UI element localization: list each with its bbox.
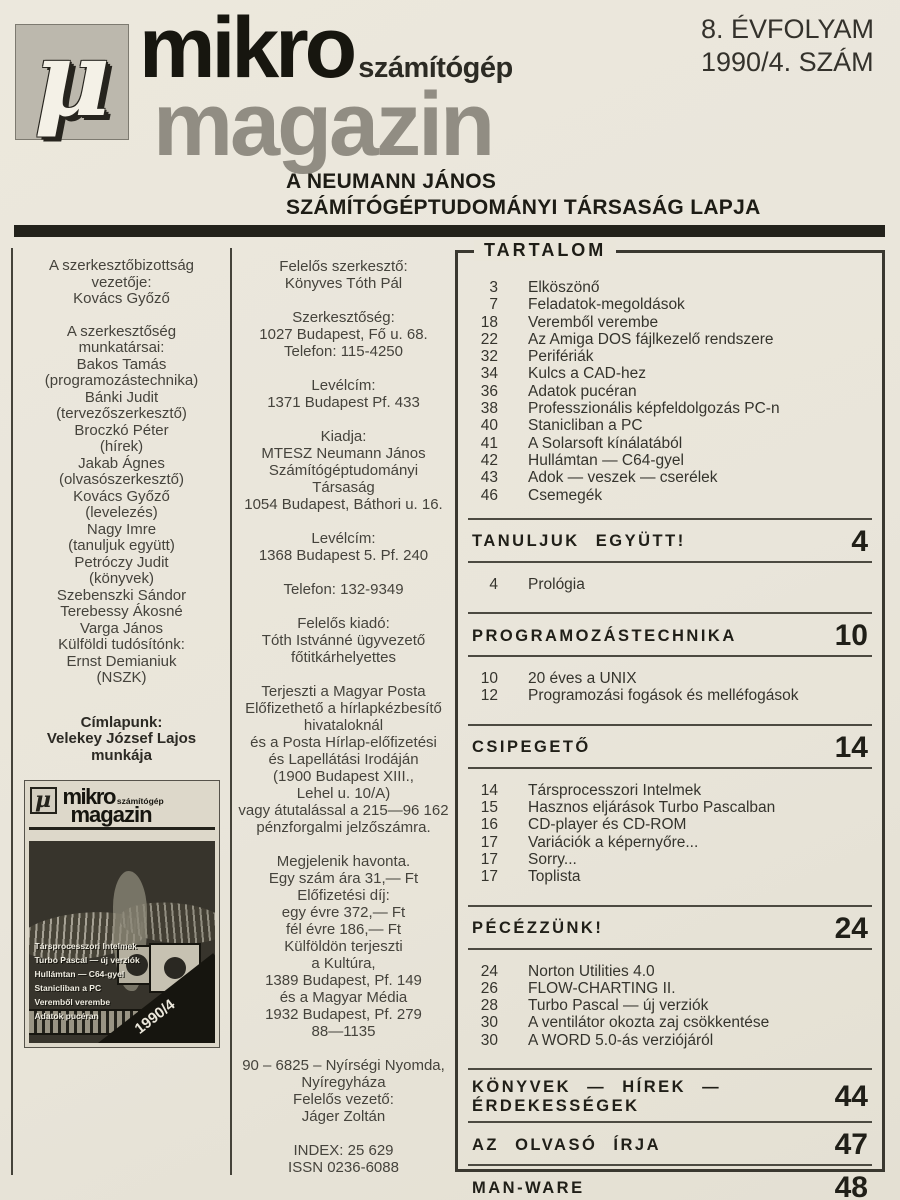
toc-item <box>458 435 882 452</box>
toc-item-page: 22 <box>480 330 498 348</box>
toc-section-header <box>458 1123 882 1164</box>
imprint-groups <box>236 258 451 1176</box>
issue-number: 1990/4. SZÁM <box>701 47 874 77</box>
toc-item <box>458 1032 882 1049</box>
toc-heading: TARTALOM <box>474 240 616 261</box>
toc-item <box>458 834 882 851</box>
toc-item-page: 28 <box>480 997 498 1015</box>
text-line: Előfizethető a hírlapkézbesítő <box>245 700 442 717</box>
toc-item <box>458 851 882 868</box>
text-line: Számítógéptudományi <box>268 462 419 479</box>
text-line: fél évre 186,— Ft <box>285 921 402 938</box>
toc-section-header <box>458 520 882 561</box>
toc-item-title: Professzionális képfeldolgozás PC-n <box>528 400 780 418</box>
text-line: (programozástechnika) <box>44 372 199 389</box>
editorial-groups <box>18 258 225 764</box>
text-line: INDEX: 25 629 <box>293 1142 394 1159</box>
cover-thumbnail <box>24 780 220 1048</box>
text-line: 1054 Budapest, Báthori u. 16. <box>244 496 443 513</box>
cover-title-magazin: magazin <box>70 802 152 827</box>
text-group <box>236 309 451 360</box>
toc-item-page: 7 <box>489 296 498 314</box>
toc-section-header <box>458 907 882 948</box>
text-line: (könyvek) <box>88 570 155 587</box>
text-line: 1368 Budapest 5. Pf. 240 <box>258 547 429 564</box>
text-line: (hírek) <box>99 438 144 455</box>
toc-section-page: 14 <box>834 730 868 764</box>
text-group <box>18 324 225 687</box>
toc-item-page: 26 <box>480 979 498 997</box>
text-line: és Lapellátási Irodáján <box>268 751 419 768</box>
toc-item-title: Hullámtan — C64-gyel <box>528 451 684 469</box>
text-line: a Kultúra, <box>311 955 376 972</box>
text-line: ISSN 0236-6088 <box>288 1159 399 1176</box>
text-line: Előfizetési díj: <box>297 887 390 904</box>
cover-title-szamitogep: számítógép <box>116 796 164 806</box>
toc-item <box>458 279 882 296</box>
text-group <box>236 530 451 564</box>
text-line: Külföldi tudósítónk: <box>58 636 185 653</box>
toc-item-page: 18 <box>480 313 498 331</box>
toc-item-page: 17 <box>480 868 498 886</box>
issue-volume: 8. ÉVFOLYAM <box>701 14 875 44</box>
cover-masthead <box>25 781 219 827</box>
toc-item-page: 24 <box>480 962 498 980</box>
toc-item <box>458 782 882 799</box>
toc-section-items <box>458 657 882 724</box>
text-line: Nagy Imre <box>86 520 157 538</box>
text-line: Kovács Győző <box>73 487 170 505</box>
text-group <box>236 428 451 513</box>
magazine-title <box>139 0 513 175</box>
text-group <box>236 615 451 666</box>
toc-item <box>458 868 882 885</box>
toc-section-items <box>458 950 882 1068</box>
cover-topic: Turbo Pascal — új verziók <box>34 955 140 965</box>
toc-item <box>458 963 882 980</box>
toc-item-page: 40 <box>480 417 498 435</box>
text-line: munkatársai: <box>78 339 165 356</box>
text-line: 90 – 6825 – Nyírségi Nyomda, <box>242 1057 445 1074</box>
text-line: 1932 Budapest, Pf. 279 <box>265 1006 422 1023</box>
text-group <box>236 1142 451 1176</box>
cover-topic: Adatok pucéran <box>34 1011 99 1021</box>
title-mikro: mikro <box>139 0 354 96</box>
toc-item-title: Adok — veszek — cserélek <box>528 469 718 487</box>
text-group <box>236 258 451 292</box>
toc-item-title: Veremből verembe <box>528 313 659 331</box>
toc-section-title: KÖNYVEK — HÍREK — ÉRDEKESSÉGEK <box>472 1078 722 1116</box>
text-line: MTESZ Neumann János <box>261 445 426 462</box>
text-line: Petróczy Judit <box>74 553 169 571</box>
toc-item-page: 42 <box>480 451 498 469</box>
cover-artwork <box>29 841 215 1043</box>
text-line: és a Posta Hírlap-előfizetési <box>250 734 437 751</box>
text-group <box>236 581 451 598</box>
text-line: pénzforgalmi jelzőszámra. <box>256 819 431 836</box>
title-szamitogep: számítógép <box>358 52 513 84</box>
toc-item-title: Sorry... <box>528 850 577 868</box>
toc-section-title: PÉCÉZZÜNK! <box>472 919 604 938</box>
toc-item <box>458 980 882 997</box>
toc-section-page: 4 <box>851 524 868 558</box>
toc-item <box>458 296 882 313</box>
toc-item <box>458 400 882 417</box>
text-line: Társaság <box>312 479 375 496</box>
text-line: és a Magyar Média <box>279 989 408 1006</box>
text-line: Szebenszki Sándor <box>56 586 187 604</box>
toc-section-page: 24 <box>834 911 868 945</box>
toc-section-page: 44 <box>834 1080 868 1114</box>
toc-item <box>458 1014 882 1031</box>
cover-topic: Társprocesszori Intelmek <box>34 941 138 951</box>
toc-section-title: AZ OLVASÓ ÍRJA <box>472 1135 661 1154</box>
text-line: (levelezés) <box>85 504 158 521</box>
toc-item-page: 30 <box>480 1014 498 1032</box>
toc-item-title: Programozási fogások és melléfogások <box>528 687 799 705</box>
toc-item-page: 34 <box>480 365 498 383</box>
toc-item <box>458 799 882 816</box>
toc-item-page: 4 <box>489 575 498 593</box>
text-line: A szerkesztőbizottság <box>48 257 195 274</box>
text-line: Bakos Tamás <box>76 355 167 373</box>
cover-topic: Hullámtan — C64-gyel <box>34 969 125 979</box>
text-group <box>236 1057 451 1125</box>
toc-item-title: Elköszönő <box>528 279 600 296</box>
text-line: Telefon: 115-4250 <box>284 343 403 360</box>
text-group <box>236 683 451 836</box>
cover-title <box>62 784 214 827</box>
text-group <box>236 377 451 411</box>
toc-section-page: 48 <box>834 1171 868 1200</box>
editorial-column <box>11 248 232 1175</box>
text-line: főtitkárhelyettes <box>290 649 397 666</box>
toc-section-items <box>458 769 882 905</box>
text-line: Terjeszti a Magyar Posta <box>261 683 426 700</box>
toc-item-title: Prológia <box>528 575 585 593</box>
toc-item <box>458 487 882 504</box>
issue-info <box>701 13 874 79</box>
toc-item-title: Perifériák <box>528 348 594 366</box>
text-line: Külföldön terjeszti <box>284 938 403 955</box>
toc-item-title: Adatok pucéran <box>528 382 637 400</box>
toc-item-page: 41 <box>480 434 498 452</box>
toc-item-title: A ventilátor okozta zaj csökkentése <box>528 1014 770 1032</box>
toc-item-title: Turbo Pascal — új verziók <box>528 997 709 1015</box>
toc-item <box>458 417 882 434</box>
toc-item-page: 32 <box>480 348 498 366</box>
text-line: Kiadja: <box>320 428 367 445</box>
toc-item-title: Hasznos eljárások Turbo Pascalban <box>528 799 776 817</box>
toc-item-title: Variációk a képernyőre... <box>528 833 699 851</box>
text-line: Lehel u. 10/A) <box>296 785 391 802</box>
toc-section-header <box>458 1070 882 1121</box>
tagline-line-2: SZÁMÍTÓGÉPTUDOMÁNYI TÁRSASÁG LAPJA <box>286 196 761 219</box>
table-of-contents <box>455 240 885 1200</box>
cover-topic: Stanicliban a PC <box>34 983 102 993</box>
society-tagline <box>286 169 761 221</box>
text-line: Könyves Tóth Pál <box>284 275 403 292</box>
text-line: 1371 Budapest Pf. 433 <box>267 394 420 411</box>
cover-rule <box>29 827 215 830</box>
text-line: Tóth Istvánné ügyvezető <box>261 632 426 649</box>
text-group <box>236 853 451 1040</box>
cover-topic: Veremből verembe <box>34 997 111 1007</box>
text-line: Ernst Demianiuk <box>66 652 177 670</box>
toc-item-title: Társprocesszori Intelmek <box>528 781 702 799</box>
masthead-rule <box>14 225 885 237</box>
text-line: Szerkesztőség: <box>292 309 395 326</box>
text-line: Kovács Győző <box>73 290 170 307</box>
toc-item <box>458 576 882 593</box>
text-line: Broczkó Péter <box>74 421 169 439</box>
publisher-column <box>232 248 455 1175</box>
toc-item-page: 36 <box>480 382 498 400</box>
text-line: Nyíregyháza <box>301 1074 386 1091</box>
text-line: (tervezőszerkesztő) <box>56 405 187 422</box>
mu-logo <box>15 17 129 140</box>
toc-section-title: TANULJUK EGYÜTT! <box>472 532 686 551</box>
tagline-line-1: A NEUMANN JÁNOS <box>286 170 497 193</box>
toc-sections <box>458 518 882 1200</box>
cover-mu-logo: μ <box>30 787 57 814</box>
text-line: 1389 Budapest, Pf. 149 <box>265 972 422 989</box>
toc-item-page: 3 <box>489 279 498 296</box>
text-line: Velekey József Lajos <box>46 730 197 747</box>
text-line: hivataloknál <box>303 717 384 734</box>
toc-item-title: Az Amiga DOS fájlkezelő rendszere <box>528 330 774 348</box>
toc-item-title: FLOW-CHARTING II. <box>528 979 676 997</box>
text-line: Levélcím: <box>311 530 376 547</box>
text-line: Címlapunk: <box>80 713 163 731</box>
toc-item <box>458 331 882 348</box>
toc-item-title: Kulcs a CAD-hez <box>528 365 647 383</box>
toc-item-page: 15 <box>480 799 498 817</box>
toc-item-page: 17 <box>480 833 498 851</box>
toc-section-header <box>458 726 882 767</box>
toc-section-header <box>458 614 882 655</box>
text-line: Bánki Judit <box>84 388 159 406</box>
toc-item-page: 43 <box>480 469 498 487</box>
toc-item <box>458 383 882 400</box>
toc-item-title: 20 éves a UNIX <box>528 670 637 688</box>
toc-item-title: Norton Utilities 4.0 <box>528 962 655 980</box>
toc-section-page: 10 <box>834 619 868 653</box>
toc-section-title: MAN-WARE <box>472 1178 585 1197</box>
text-line: Terebessy Ákosné <box>60 603 183 620</box>
toc-item-title: CD-player és CD-ROM <box>528 816 687 834</box>
toc-item <box>458 687 882 704</box>
text-line: munkája <box>91 746 152 764</box>
toc-item-page: 14 <box>480 781 498 799</box>
toc-section-title: PROGRAMOZÁSTECHNIKA <box>472 626 737 645</box>
toc-item <box>458 452 882 469</box>
text-line: 88—1135 <box>311 1023 376 1040</box>
text-group <box>18 258 225 308</box>
mu-glyph: μ <box>33 17 111 140</box>
text-line: Varga János <box>79 619 164 637</box>
text-line: Telefon: 132-9349 <box>283 581 404 598</box>
toc-item-page: 10 <box>480 670 498 688</box>
toc-item-page: 46 <box>480 486 498 504</box>
toc-item <box>458 365 882 382</box>
toc-item-title: Toplista <box>528 868 581 886</box>
toc-item-title: Csemegék <box>528 486 603 504</box>
text-line: (NSZK) <box>96 669 147 686</box>
toc-section-page: 47 <box>834 1128 868 1162</box>
text-line: (tanuljuk együtt) <box>68 537 175 554</box>
cover-issue-number: 1990/4 <box>131 996 178 1038</box>
text-group <box>18 715 225 765</box>
text-line: (olvasószerkesztő) <box>58 471 185 488</box>
toc-section-header <box>458 1166 882 1200</box>
toc-section-items <box>458 563 882 612</box>
toc-item-title: A Solarsoft kínálatából <box>528 434 683 452</box>
toc-main-list <box>458 253 882 518</box>
text-line: Levélcím: <box>311 377 376 394</box>
text-line: vagy átutalással a 215—96 162 <box>238 802 449 819</box>
title-magazin: magazin <box>153 75 493 175</box>
text-line: Felelős szerkesztő: <box>279 258 408 275</box>
toc-item <box>458 348 882 365</box>
text-line: Jáger Zoltán <box>301 1108 386 1125</box>
toc-item-title: Stanicliban a PC <box>528 417 643 435</box>
text-line: Felelős vezető: <box>293 1091 394 1108</box>
text-line: Jakab Ágnes <box>78 454 165 472</box>
toc-item <box>458 314 882 331</box>
toc-item <box>458 997 882 1014</box>
cover-topic-list <box>35 939 140 1023</box>
toc-item-page: 12 <box>480 687 498 705</box>
toc-section-title: CSIPEGETŐ <box>472 738 591 757</box>
toc-item-page: 17 <box>480 850 498 868</box>
text-line: Felelős kiadó: <box>297 615 390 632</box>
text-line: A szerkesztőség <box>66 322 177 340</box>
toc-item <box>458 469 882 486</box>
toc-item <box>458 816 882 833</box>
toc-item-page: 16 <box>480 816 498 834</box>
text-line: Megjelenik havonta. <box>276 853 411 870</box>
toc-item-page: 30 <box>480 1031 498 1049</box>
text-line: (1900 Budapest XIII., <box>273 768 414 785</box>
text-line: 1027 Budapest, Fő u. 68. <box>259 326 428 343</box>
text-line: egy évre 372,— Ft <box>281 904 406 921</box>
toc-item-title: Feladatok-megoldások <box>528 296 685 314</box>
toc-item-title: A WORD 5.0-ás verziójáról <box>528 1031 714 1049</box>
text-line: Egy szám ára 31,— Ft <box>268 870 419 887</box>
text-line: vezetője: <box>91 273 152 291</box>
toc-item-page: 38 <box>480 400 498 418</box>
toc-item <box>458 670 882 687</box>
cover-title-mikro: mikro <box>62 784 115 809</box>
